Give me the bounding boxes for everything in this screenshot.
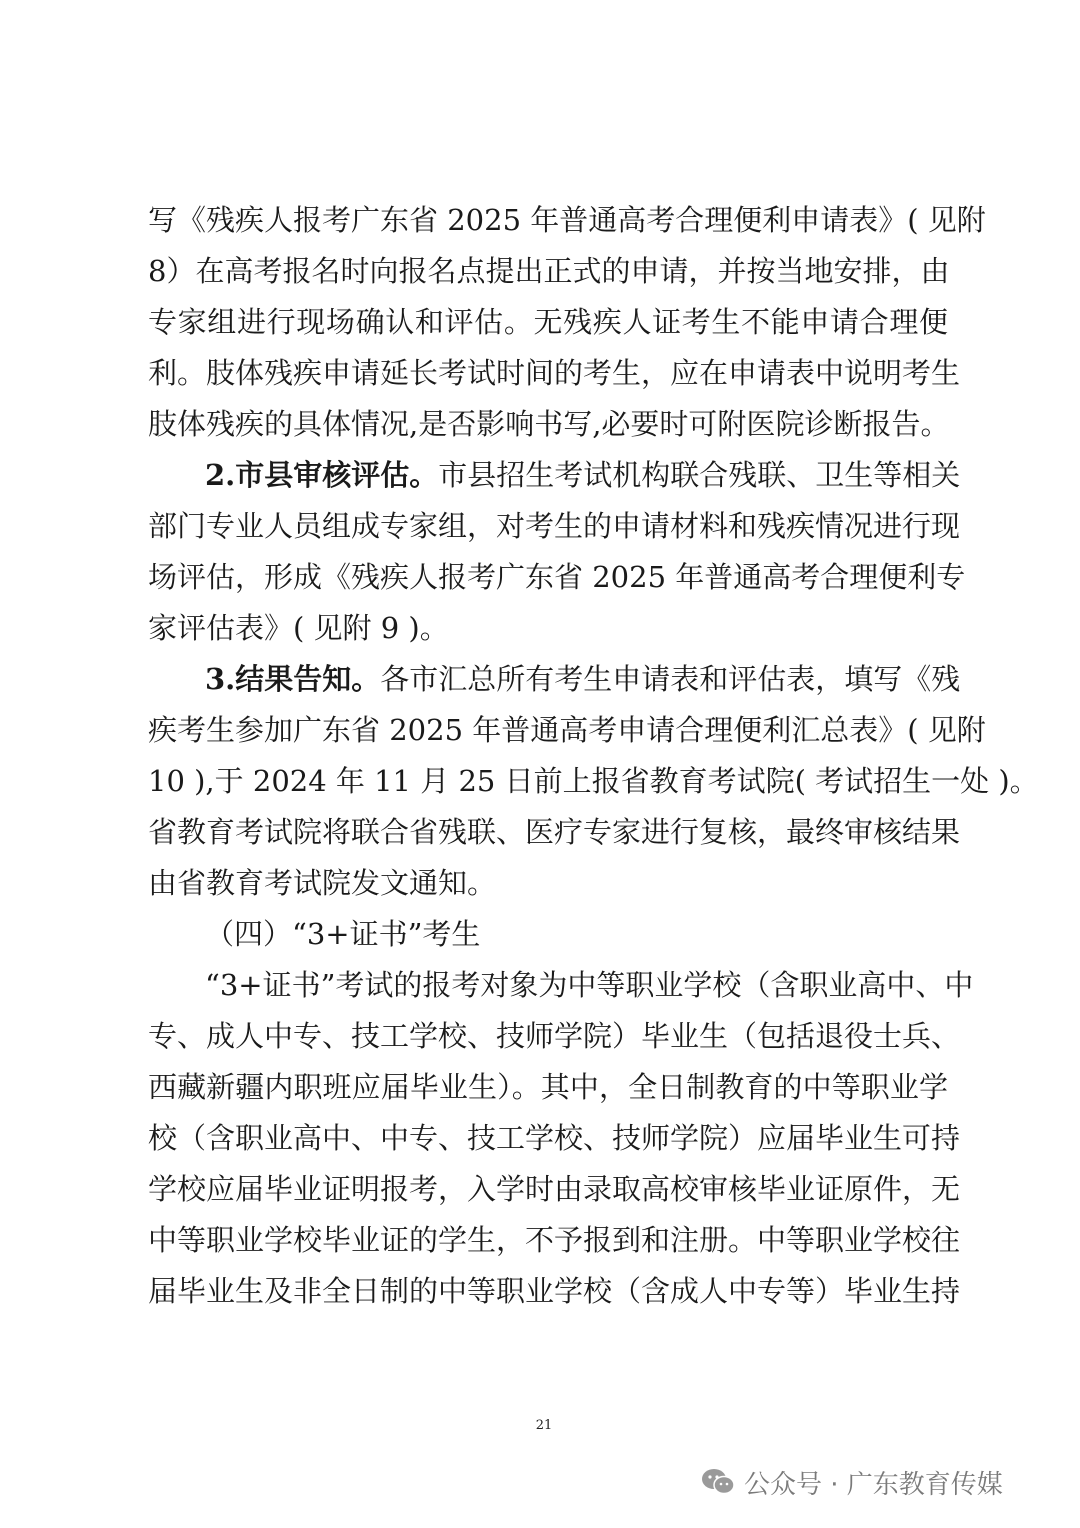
body-line: 疾考生参加广东省 2025 年普通高考申请合理便利汇总表》( 见附 (148, 713, 986, 747)
subsection-title: （四）“3+证书”考生 (205, 917, 481, 951)
body-line: 校（含职业高中、中专、技工学校、技师学院）应届毕业生可持 (148, 1121, 961, 1155)
body-line: 家评估表》( 见附 9 )。 (148, 611, 449, 645)
section3-text: 各市汇总所有考生申请表和评估表，填写《残 (380, 662, 961, 696)
body-line: 肢体残疾的具体情况,是否影响书写,必要时可附医院诊断报告。 (148, 407, 950, 441)
section2-heading: 2.市县审核评估。 (205, 458, 439, 492)
body-line: 专、成人中专、技工学校、技师学院）毕业生（包括退役士兵、 (148, 1019, 961, 1053)
page-number: 21 (535, 1418, 553, 1433)
body-line: “3+证书”考试的报考对象为中等职业学校（含职业高中、中 (205, 968, 974, 1002)
body-line: 西藏新疆内职班应届毕业生）。其中，全日制教育的中等职业学 (148, 1070, 948, 1104)
body-line: 写《残疾人报考广东省 2025 年普通高考合理便利申请表》( 见附 (148, 203, 986, 237)
body-line: 中等职业学校毕业证的学生，不予报到和注册。中等职业学校往 (148, 1223, 961, 1257)
body-line: 场评估，形成《残疾人报考广东省 2025 年普通高考合理便利专 (148, 560, 966, 594)
body-line: 由省教育考试院发文通知。 (148, 866, 497, 900)
body-line: 8）在高考报名时向报名点提出正式的申请，并按当地安排，由 (148, 254, 950, 288)
body-line: 利。肢体残疾申请延长考试时间的考生，应在申请表中说明考生 (148, 356, 961, 390)
watermark (700, 1462, 1003, 1502)
wechat-icon (700, 1467, 736, 1497)
watermark-text: 公众号 · 广东教育传媒 (744, 1469, 1003, 1500)
body-line: 部门专业人员组成专家组，对考生的申请材料和残疾情况进行现 (148, 509, 961, 543)
section2-first-line (205, 457, 961, 493)
section3-first-line (205, 661, 961, 697)
body-line: 届毕业生及非全日制的中等职业学校（含成人中专等）毕业生持 (148, 1274, 961, 1308)
body-line: 学校应届毕业证明报考，入学时由录取高校审核毕业证原件，无 (148, 1172, 961, 1206)
section3-heading: 3.结果告知。 (205, 662, 381, 696)
body-line: 10 ),于 2024 年 11 月 25 日前上报省教育考试院( 考试招生一处 )。 (148, 764, 1039, 798)
body-line: 专家组进行现场确认和评估。无残疾人证考生不能申请合理便 (148, 305, 948, 339)
body-line: 省教育考试院将联合省残联、医疗专家进行复核，最终审核结果 (148, 815, 961, 849)
section2-text: 市县招生考试机构联合残联、卫生等相关 (438, 458, 961, 492)
